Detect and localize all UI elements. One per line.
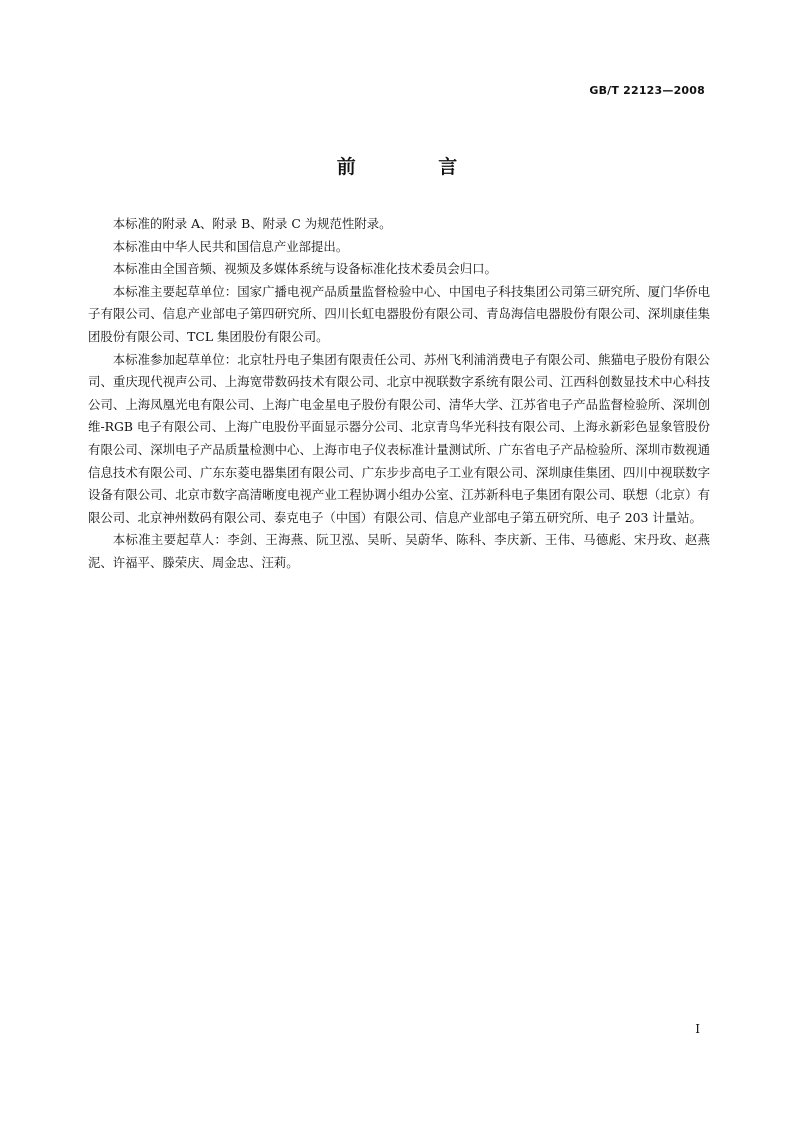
standard-number: GB/T 22123—2008 [589, 84, 705, 97]
paragraph-committee: 本标准由全国音频、视频及多媒体系统与设备标准化技术委员会归口。 [112, 261, 497, 277]
page-title: 前 言 [336, 156, 496, 178]
paragraph-main-drafting-units: 本标准主要起草单位：国家广播电视产品质量监督检验中心、中国电子科技集团公司第三研究所、厦门华侨电子有限公司、信息产业部电子第四研究所、四川长虹电器股份有限公司、青岛海信电器股份有限公司、深圳康佳集团股份有限公司、TCL 集团股份有限公司。 [88, 283, 710, 344]
foreword-body [88, 213, 710, 575]
paragraph-participating-units: 本标准参加起草单位：北京牡丹电子集团有限责任公司、苏州飞利浦消费电子有限公司、熊猫电子股份有限公司、重庆现代视声公司、上海宽带数码技术有限公司、北京中视联数字系统有限公司、江西科创数显技术中心科技公司、上海凤凰光电有限公司、上海广电金星电子股份有限公司、清华大学、江苏省电子产品监督检验所、深圳创维-RGB 电子有限公司、上海广电股份平面显示器分公司、北京青鸟华光科技有限公司、上海永新彩色显象管股份有限公司、深圳电子产品质量检测中心、上海市电子仪表标准计量测试所、广东省电子产品检验所、深圳市数视通信息技术有限公司、广东东菱电器集团有限公司、广东步步高电子工业有限公司、深圳康佳集团、四川中视联数字设备有限公司、北京市数字高清晰度电视产业工程协调小组办公室、江苏新科电子集团有限公司、联想（北京）有限公司、北京神州数码有限公司、泰克电子（中国）有限公司、信息产业部电子第五研究所、电子 203 计量站。 [88, 351, 710, 525]
page-number: I [695, 1022, 700, 1036]
paragraph-appendix-note: 本标准的附录 A、附录 B、附录 C 为规范性附录。 [112, 216, 392, 231]
paragraph-proposer: 本标准由中华人民共和国信息产业部提出。 [112, 238, 349, 254]
paragraph-main-drafters: 本标准主要起草人：李剑、王海燕、阮卫泓、吴昕、吴蔚华、陈科、李庆新、王伟、马德彪、宋丹玫、赵燕泥、许福平、滕荣庆、周金忠、汪莉。 [88, 532, 710, 570]
